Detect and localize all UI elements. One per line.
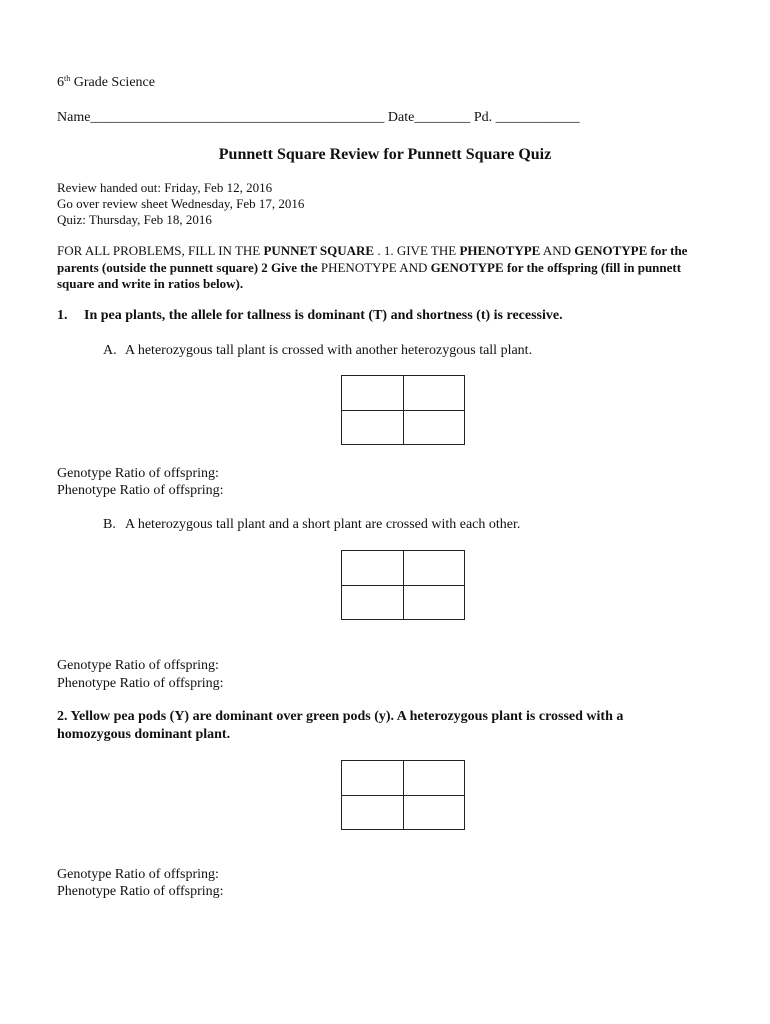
instructions-line-1: FOR ALL PROBLEMS, FILL IN THE PUNNET SQUARE . 1. GIVE THE PHENOTYPE AND GENOTYPE for the bbox=[57, 243, 688, 258]
punnett-cell[interactable] bbox=[342, 551, 404, 586]
instructions-line-2: parents (outside the punnett square) 2 Give the PHENOTYPE AND GENOTYPE for the offspring (fill in punnett bbox=[57, 260, 682, 275]
question-1a: A. A heterozygous tall plant is crossed with another heterozygous tall plant. bbox=[103, 343, 533, 358]
phenotype-ratio-label[interactable]: Phenotype Ratio of offspring: bbox=[57, 884, 224, 899]
instructions-line-3: square and write in ratios below). bbox=[57, 276, 244, 291]
punnett-cell[interactable] bbox=[342, 376, 404, 411]
question-1b: B. A heterozygous tall plant and a short plant are crossed with each other. bbox=[103, 517, 521, 532]
punnett-cell[interactable] bbox=[342, 585, 404, 620]
schedule-review-handed-out: Review handed out: Friday, Feb 12, 2016 bbox=[57, 180, 273, 195]
punnett-square-2[interactable] bbox=[341, 760, 465, 830]
punnett-cell[interactable] bbox=[403, 410, 465, 445]
page-title: Punnett Square Review for Punnett Square Quiz bbox=[218, 146, 552, 163]
punnett-cell[interactable] bbox=[403, 551, 465, 586]
phenotype-ratio-label[interactable]: Phenotype Ratio of offspring: bbox=[57, 483, 224, 498]
grade-header: 6th Grade Science bbox=[57, 74, 155, 90]
schedule-quiz-date: Quiz: Thursday, Feb 18, 2016 bbox=[57, 212, 212, 227]
question-2-line-1: 2. Yellow pea pods (Y) are dominant over green pods (y). A heterozygous plant is crossed with a bbox=[57, 709, 624, 724]
schedule-go-over-review: Go over review sheet Wednesday, Feb 17, 2016 bbox=[57, 196, 305, 211]
question-2-line-2: homozygous dominant plant. bbox=[57, 727, 231, 742]
punnett-cell[interactable] bbox=[403, 585, 465, 620]
punnett-cell[interactable] bbox=[342, 795, 404, 830]
genotype-ratio-label[interactable]: Genotype Ratio of offspring: bbox=[57, 658, 219, 673]
punnett-cell[interactable] bbox=[403, 376, 465, 411]
punnett-cell[interactable] bbox=[342, 410, 404, 445]
punnett-cell[interactable] bbox=[403, 795, 465, 830]
punnett-square-1a[interactable] bbox=[341, 375, 465, 445]
genotype-ratio-label[interactable]: Genotype Ratio of offspring: bbox=[57, 466, 219, 481]
name-date-period-line[interactable]: Name__________________________________________ Date________ Pd. ____________ bbox=[57, 110, 580, 125]
punnett-cell[interactable] bbox=[342, 761, 404, 796]
question-1: 1. In pea plants, the allele for tallness is dominant (T) and shortness (t) is recessive. bbox=[57, 308, 563, 323]
punnett-square-1b[interactable] bbox=[341, 550, 465, 620]
phenotype-ratio-label[interactable]: Phenotype Ratio of offspring: bbox=[57, 676, 224, 691]
genotype-ratio-label[interactable]: Genotype Ratio of offspring: bbox=[57, 867, 219, 882]
punnett-cell[interactable] bbox=[403, 761, 465, 796]
